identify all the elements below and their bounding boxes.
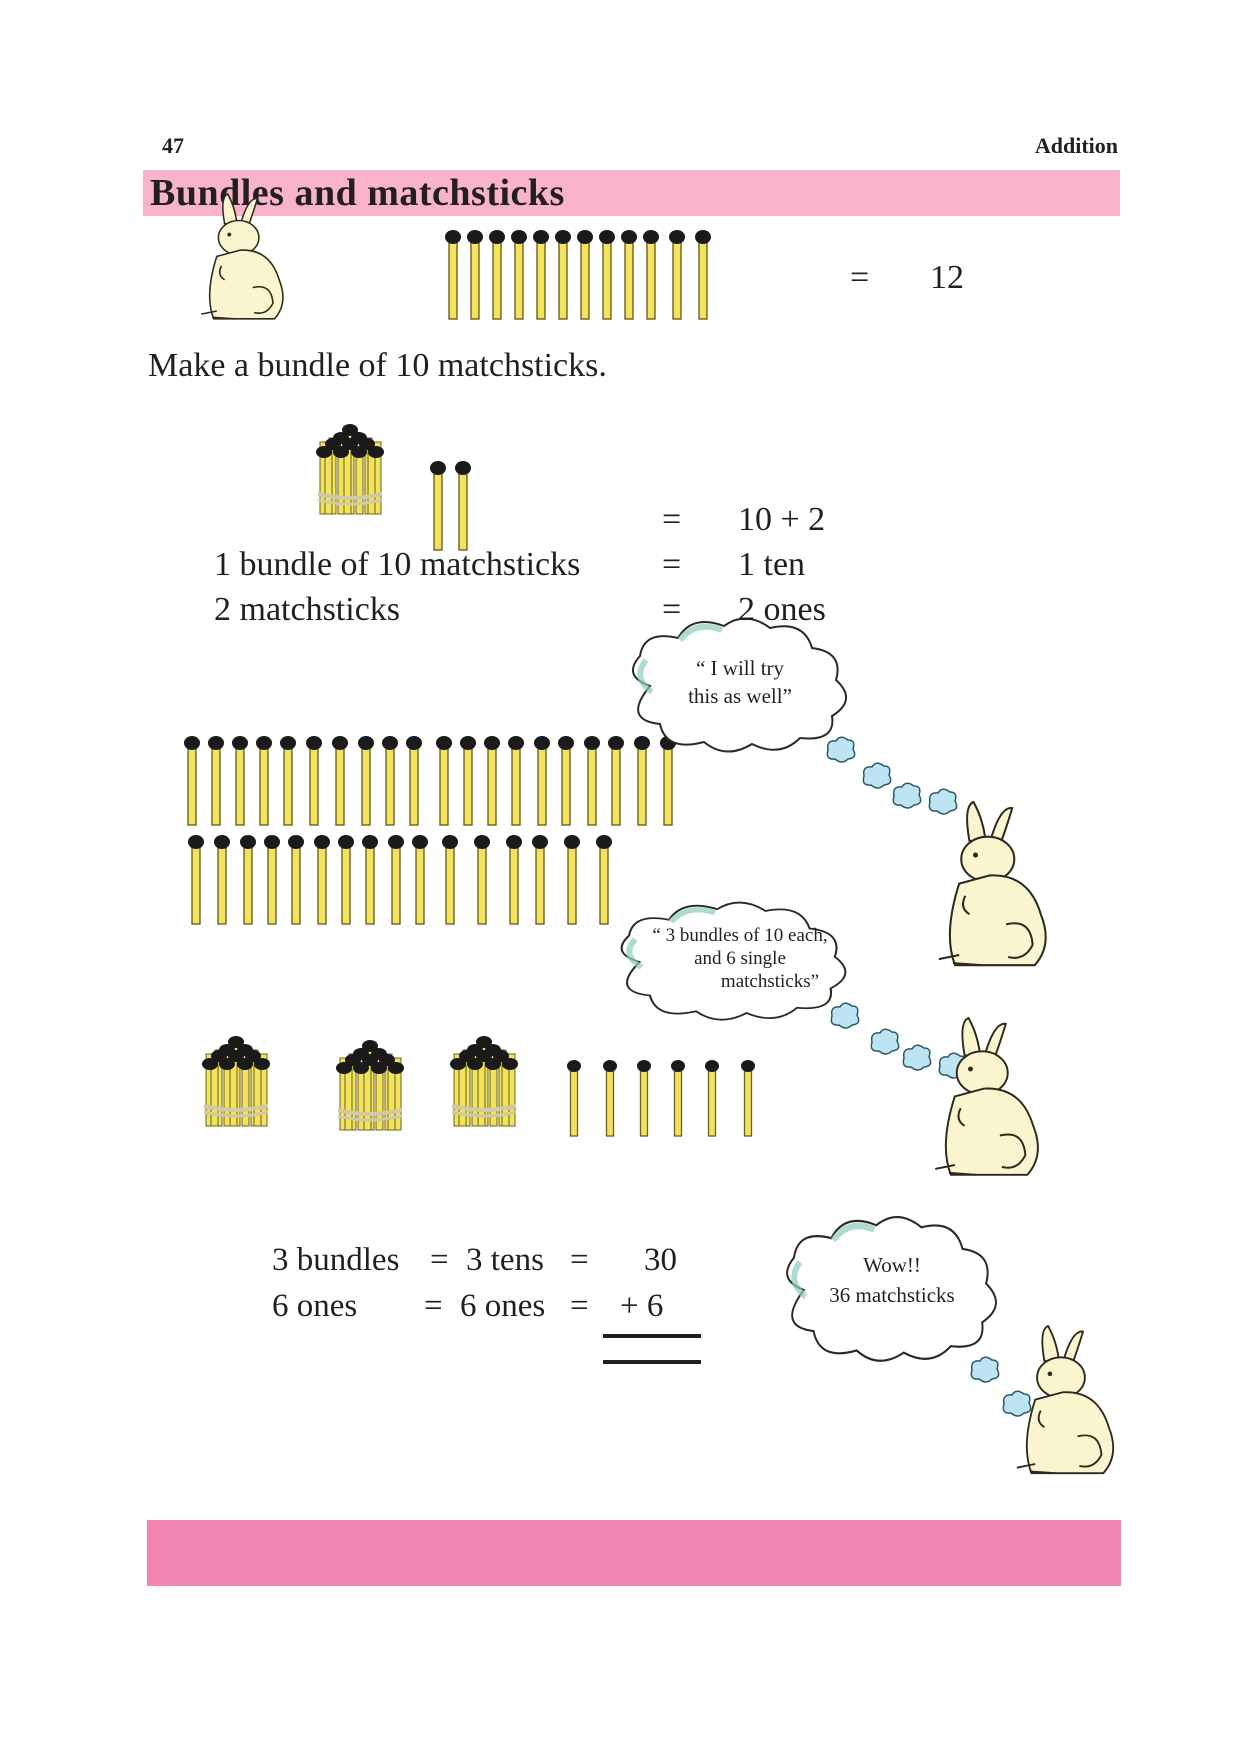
matchstick-row-16 (188, 835, 612, 924)
breakdown-value-ten: 1 ten (738, 546, 806, 583)
bundle-icon (450, 1036, 518, 1126)
sum-row-1-label: 3 bundles (272, 1242, 400, 1278)
bundle-icon (336, 1040, 404, 1130)
sum-row-1-tens: 3 tens (466, 1242, 544, 1278)
breakdown-label-bundle: 1 bundle of 10 matchsticks (214, 546, 581, 583)
bundle-icon (202, 1036, 270, 1126)
bubble-2-line-1: “ 3 bundles of 10 each, (652, 925, 828, 946)
chapter-title: Addition (1034, 133, 1118, 158)
breakdown-value-ones: 2 ones (738, 591, 826, 628)
count-12: 12 (930, 259, 964, 296)
matchstick-icon (430, 461, 446, 550)
bubble-1-line-2: this as well” (688, 684, 792, 708)
sum-underline-bottom (603, 1360, 701, 1364)
matchstick-icon (455, 461, 471, 550)
bubble-3-line-1: Wow!! (863, 1253, 921, 1277)
bundle-icon (316, 424, 384, 514)
sum-row-2-value: + 6 (620, 1288, 664, 1324)
sum-row-2-label: 6 ones (272, 1288, 358, 1324)
bubble-2-line-2: and 6 single (694, 948, 786, 969)
sum-row-1-value: 30 (644, 1242, 677, 1278)
bubble-1-line-1: “ I will try (695, 656, 785, 680)
breakdown-label-sticks: 2 matchsticks (214, 591, 401, 628)
equals-sign: = (662, 546, 682, 583)
equals-sign: = (850, 259, 870, 296)
equals-sign: = (430, 1242, 449, 1278)
matchstick-row-20 (184, 736, 676, 825)
bubble-2-line-3: matchsticks” (720, 971, 820, 992)
footer-band (147, 1520, 1121, 1586)
equals-sign: = (570, 1288, 589, 1324)
rabbit-icon (939, 802, 1046, 965)
equals-sign: = (662, 591, 682, 628)
equals-sign: = (424, 1288, 443, 1324)
equals-sign: = (570, 1242, 589, 1278)
rabbit-icon (201, 194, 283, 319)
page-title: Bundles and matchsticks (150, 172, 565, 214)
bubble-3-line-2: 36 matchsticks (829, 1283, 955, 1307)
equals-sign: = (662, 501, 682, 538)
matchstick-row-12 (445, 230, 711, 319)
rabbit-icon (935, 1018, 1038, 1175)
breakdown-value-1: 10 + 2 (738, 501, 826, 538)
page-number: 47 (162, 133, 184, 158)
instruction-text: Make a bundle of 10 matchsticks. (148, 347, 607, 384)
sum-row-2-ones: 6 ones (460, 1288, 546, 1324)
matchstick-row-6 (567, 1060, 755, 1136)
sum-underline-top (603, 1334, 701, 1338)
rabbit-icon (1017, 1326, 1113, 1473)
